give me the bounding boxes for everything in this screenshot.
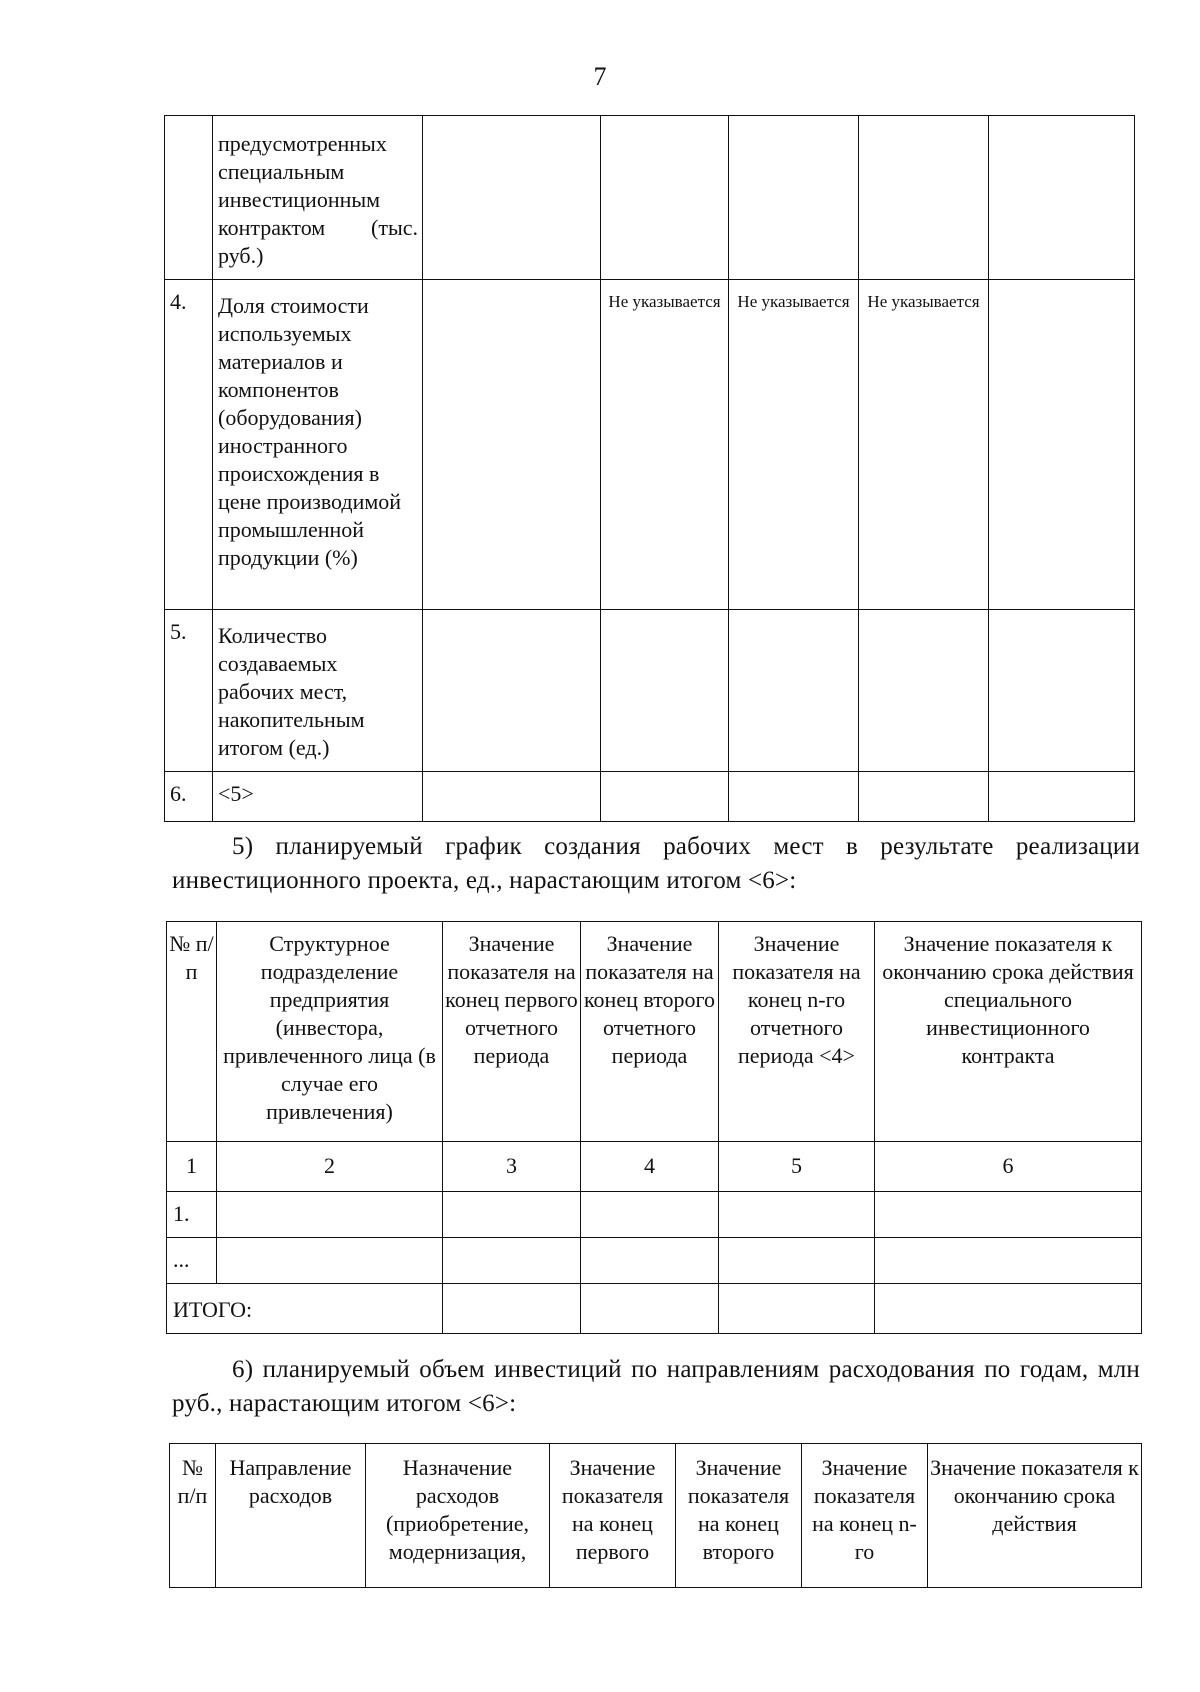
header-cell: № п/п: [167, 922, 217, 1142]
header-cell: Значение показателя на конец n-го: [802, 1444, 928, 1588]
not-specified-note: Не указывается: [729, 280, 859, 610]
cell-number: [165, 116, 213, 280]
table-row: [165, 116, 1135, 280]
cell: [719, 1284, 875, 1334]
cell: [875, 1192, 1142, 1238]
row-number: 5.: [165, 610, 213, 772]
cell: [423, 116, 601, 280]
table-row: [165, 280, 1135, 610]
table-row: [165, 610, 1135, 772]
not-specified-note: Не указывается: [601, 280, 729, 610]
cell: [601, 772, 729, 822]
header-cell: Структурное подразделение предприятия (инвестора, привлеченного лица (в случае его привлечения): [217, 922, 443, 1142]
not-specified-note: Не указывается: [859, 280, 989, 610]
cell: [875, 1238, 1142, 1284]
cell: [443, 1192, 581, 1238]
cell: [859, 610, 989, 772]
indicator-name: Доля стоимости используемых материалов и компонентов (оборудования) иностранного происхождения в цене производимой промышленной продукции (%): [213, 280, 423, 610]
total-label: ИТОГО:: [167, 1284, 443, 1334]
row-number: 1.: [167, 1192, 217, 1238]
column-number-row: [167, 1142, 1142, 1192]
header-cell: Значение показателя к окончанию срока действия специального инвестиционного контракта: [875, 922, 1142, 1142]
cell: [859, 772, 989, 822]
cell: [423, 610, 601, 772]
column-number: 4: [581, 1142, 719, 1192]
investments-table: [169, 1443, 1142, 1588]
cell: [423, 280, 601, 610]
cell: [989, 280, 1135, 610]
page-number: 7: [593, 62, 607, 91]
column-number: 1: [167, 1142, 217, 1192]
cell: [601, 610, 729, 772]
cell: [601, 116, 729, 280]
cell: [989, 772, 1135, 822]
column-number: 3: [443, 1142, 581, 1192]
cell: [719, 1192, 875, 1238]
cell: [859, 116, 989, 280]
cell: [875, 1284, 1142, 1334]
header-cell: Значение показателя на конец первого отчетного периода: [443, 922, 581, 1142]
cell: [423, 772, 601, 822]
cell: [443, 1238, 581, 1284]
table-row: [165, 772, 1135, 822]
header-cell: Значение показателя к окончанию срока действия: [928, 1444, 1142, 1588]
header-cell: Назначение расходов (приобретение, модернизация,: [366, 1444, 550, 1588]
cell: [217, 1192, 443, 1238]
table-header-row: [170, 1444, 1142, 1588]
indicator-name: <5>: [213, 772, 423, 822]
indicator-name: Количество создаваемых рабочих мест, накопительным итогом (ед.): [213, 610, 423, 772]
cell: [581, 1238, 719, 1284]
header-cell: Значение показателя на конец второго отчетного периода: [581, 922, 719, 1142]
column-number: 5: [719, 1142, 875, 1192]
cell: [581, 1192, 719, 1238]
cell: [729, 116, 859, 280]
jobs-schedule-table: [166, 921, 1142, 1334]
cell: [443, 1284, 581, 1334]
section-6-text: 6) планируемый объем инвестиций по направлениям расходования по годам, млн руб., нарастающим итогом <6>:: [172, 1356, 1140, 1417]
column-number: 2: [217, 1142, 443, 1192]
section-5-text: 5) планируемый график создания рабочих мест в результате реализации инвестиционного проекта, ед., нарастающим итогом <6>:: [172, 833, 1140, 894]
cell: [217, 1238, 443, 1284]
row-number: ...: [167, 1238, 217, 1284]
cell: [989, 116, 1135, 280]
total-row: [167, 1284, 1142, 1334]
header-cell: № п/п: [170, 1444, 216, 1588]
header-cell: Значение показателя на конец первого: [550, 1444, 676, 1588]
cell: [989, 610, 1135, 772]
table-header-row: [167, 922, 1142, 1142]
cell: [719, 1238, 875, 1284]
cell: [729, 610, 859, 772]
row-number: 4.: [165, 280, 213, 610]
cell: [581, 1284, 719, 1334]
column-number: 6: [875, 1142, 1142, 1192]
header-cell: Направление расходов: [216, 1444, 366, 1588]
header-cell: Значение показателя на конец второго: [676, 1444, 802, 1588]
table-row: [167, 1192, 1142, 1238]
indicator-name: предусмотренных специальным инвестиционным контрактом (тыс. руб.): [213, 116, 423, 280]
table-row: [167, 1238, 1142, 1284]
indicators-table: [164, 115, 1135, 822]
row-number: 6.: [165, 772, 213, 822]
header-cell: Значение показателя на конец n-го отчетного периода <4>: [719, 922, 875, 1142]
cell: [729, 772, 859, 822]
